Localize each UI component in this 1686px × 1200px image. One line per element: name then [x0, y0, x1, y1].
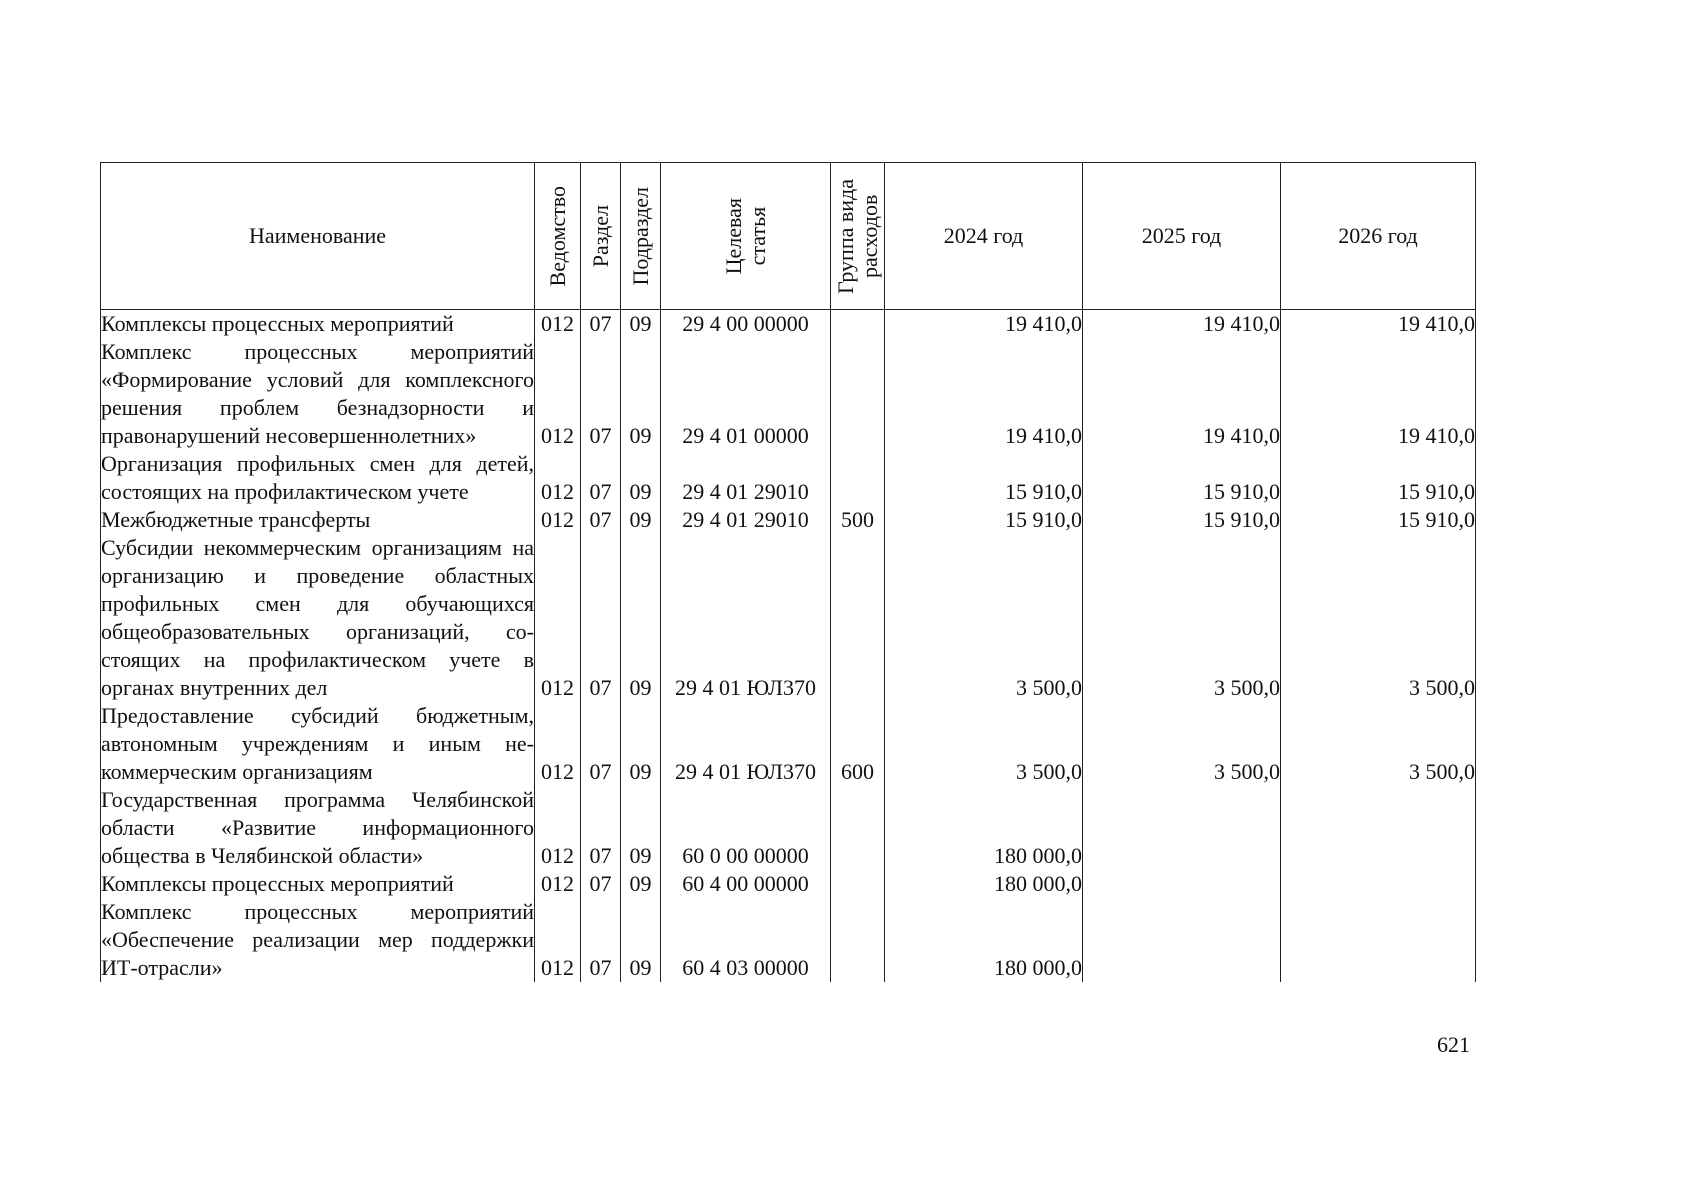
header-name	[101, 163, 535, 310]
row-value-2024: 19 410,0	[885, 338, 1083, 450]
row-value-2024: 180 000,0	[885, 870, 1083, 898]
row-value-2026	[1281, 870, 1476, 898]
row-expense-group	[831, 870, 885, 898]
row-section: 07	[581, 450, 621, 506]
header-year-2026	[1281, 163, 1476, 310]
row-expense-group	[831, 450, 885, 506]
table-row	[101, 534, 1476, 702]
header-target-article	[661, 163, 831, 310]
row-name: Комплекс процессных мероприятий «Обеспечение реализации мер поддержки ИТ-отрасли»	[101, 899, 534, 980]
header-year-2025-label: 2025 год	[1141, 223, 1222, 248]
row-target-article: 60 4 03 00000	[661, 898, 831, 982]
row-value-2026	[1281, 786, 1476, 870]
row-value-2024: 15 910,0	[885, 450, 1083, 506]
row-name: Предоставление субсидий бюджетным, автономным учреждениям и иным некоммерческим организациям	[101, 703, 534, 784]
row-expense-group	[831, 338, 885, 450]
table-row	[101, 338, 1476, 450]
row-department: 012	[535, 506, 581, 534]
row-name: Государственная программа Челябинской области «Развитие информационного общества в Челябинской области»	[101, 787, 534, 868]
row-section: 07	[581, 702, 621, 786]
header-department	[535, 163, 581, 310]
row-department: 012	[535, 534, 581, 702]
table-row	[101, 870, 1476, 898]
row-name: Комплексы процессных мероприятий	[101, 870, 535, 898]
row-target-article: 29 4 01 00000	[661, 338, 831, 450]
row-value-2024: 180 000,0	[885, 898, 1083, 982]
row-target-article: 60 4 00 00000	[661, 870, 831, 898]
row-department: 012	[535, 450, 581, 506]
row-value-2025: 3 500,0	[1083, 702, 1281, 786]
row-name: Комплексы процессных мероприятий	[101, 310, 535, 339]
header-subsection	[621, 163, 661, 310]
row-target-article: 29 4 01 29010	[661, 506, 831, 534]
row-department: 012	[535, 898, 581, 982]
row-subsection: 09	[621, 506, 661, 534]
row-value-2025	[1083, 870, 1281, 898]
row-value-2026: 15 910,0	[1281, 450, 1476, 506]
row-name: Организация профильных смен для детей, состоящих на профилактическом учете	[101, 451, 534, 504]
row-name: Межбюджетные трансферты	[101, 506, 535, 534]
header-department-label: Ведомство	[544, 185, 570, 287]
row-expense-group	[831, 898, 885, 982]
header-expense-group	[831, 163, 885, 310]
row-value-2025: 19 410,0	[1083, 310, 1281, 339]
row-department: 012	[535, 338, 581, 450]
row-value-2025: 15 910,0	[1083, 506, 1281, 534]
row-subsection: 09	[621, 450, 661, 506]
row-value-2025: 15 910,0	[1083, 450, 1281, 506]
row-section: 07	[581, 310, 621, 339]
row-value-2026: 19 410,0	[1281, 310, 1476, 339]
table-row	[101, 506, 1476, 534]
row-subsection: 09	[621, 310, 661, 339]
row-subsection: 09	[621, 338, 661, 450]
header-year-2025	[1083, 163, 1281, 310]
header-year-2024-label: 2024 год	[943, 223, 1024, 248]
row-expense-group	[831, 534, 885, 702]
row-section: 07	[581, 338, 621, 450]
header-year-2024	[885, 163, 1083, 310]
row-value-2024: 3 500,0	[885, 702, 1083, 786]
row-value-2025: 3 500,0	[1083, 534, 1281, 702]
table-row	[101, 310, 1476, 339]
row-section: 07	[581, 898, 621, 982]
row-target-article: 29 4 01 ЮЛ370	[661, 702, 831, 786]
row-department: 012	[535, 310, 581, 339]
row-section: 07	[581, 786, 621, 870]
row-department: 012	[535, 702, 581, 786]
page-number: 621	[1437, 1032, 1470, 1057]
header-name-label: Наименование	[248, 223, 387, 248]
table-row	[101, 450, 1476, 506]
row-target-article: 60 0 00 00000	[661, 786, 831, 870]
row-value-2025	[1083, 898, 1281, 982]
row-value-2026: 19 410,0	[1281, 338, 1476, 450]
row-subsection: 09	[621, 534, 661, 702]
budget-table	[100, 162, 1476, 982]
row-department: 012	[535, 786, 581, 870]
row-value-2026: 15 910,0	[1281, 506, 1476, 534]
row-value-2025: 19 410,0	[1083, 338, 1281, 450]
row-section: 07	[581, 534, 621, 702]
row-subsection: 09	[621, 898, 661, 982]
row-target-article: 29 4 00 00000	[661, 310, 831, 339]
table-row	[101, 786, 1476, 870]
row-subsection: 09	[621, 702, 661, 786]
row-value-2026: 3 500,0	[1281, 534, 1476, 702]
row-expense-group	[831, 786, 885, 870]
header-target-article-label: Целевая статья	[720, 197, 770, 275]
row-department: 012	[535, 870, 581, 898]
row-expense-group	[831, 310, 885, 339]
row-value-2024: 15 910,0	[885, 506, 1083, 534]
row-value-2026: 3 500,0	[1281, 702, 1476, 786]
row-name: Комплекс процессных мероприятий «Формирование условий для комплексного решения проблем безнадзорности и правонарушений несовершеннолетних»	[101, 339, 534, 448]
header-subsection-label: Подраздел	[627, 186, 653, 286]
row-section: 07	[581, 870, 621, 898]
row-target-article: 29 4 01 ЮЛ370	[661, 534, 831, 702]
row-value-2024: 3 500,0	[885, 534, 1083, 702]
row-subsection: 09	[621, 786, 661, 870]
row-value-2024: 180 000,0	[885, 786, 1083, 870]
row-value-2024: 19 410,0	[885, 310, 1083, 339]
row-value-2026	[1281, 898, 1476, 982]
row-subsection: 09	[621, 870, 661, 898]
table-row	[101, 702, 1476, 786]
table-header-row	[101, 163, 1476, 310]
header-expense-group-label: Группа вида расходов	[832, 178, 882, 294]
header-year-2026-label: 2026 год	[1338, 223, 1418, 248]
row-expense-group: 600	[831, 702, 885, 786]
row-target-article: 29 4 01 29010	[661, 450, 831, 506]
row-name: Субсидии некоммерческим организациям на организацию и проведение областных профильных смен для обучающихся общеобразовательных организаций, состоящих на профилактическом учете в органах внутренних дел	[101, 535, 534, 700]
row-expense-group: 500	[831, 506, 885, 534]
row-section: 07	[581, 506, 621, 534]
header-section-label: Раздел	[587, 204, 613, 268]
header-section	[581, 163, 621, 310]
row-value-2025	[1083, 786, 1281, 870]
table-row	[101, 898, 1476, 982]
